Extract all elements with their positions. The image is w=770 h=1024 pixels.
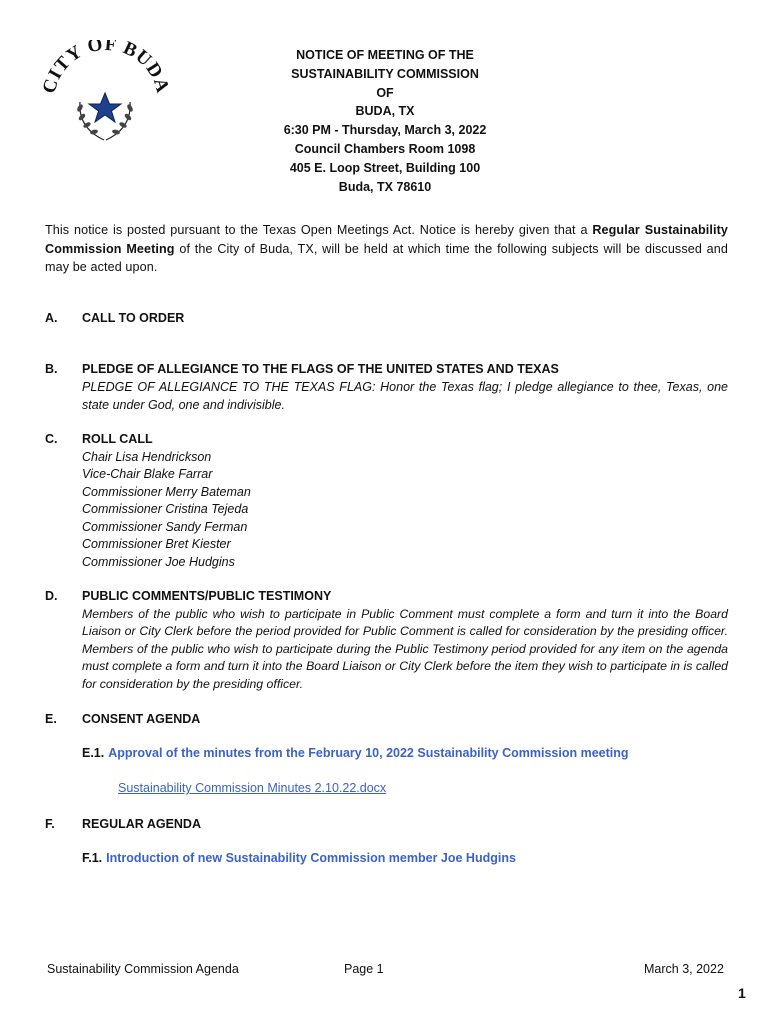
roll-call-member: Chair Lisa Hendrickson <box>82 449 212 464</box>
footer-date: March 3, 2022 <box>644 962 724 976</box>
header-line: Council Chambers Room 1098 <box>294 141 476 156</box>
meeting-header <box>240 46 530 196</box>
header-line: OF <box>376 85 394 100</box>
section-title: REGULAR AGENDA <box>82 817 201 831</box>
header-line: NOTICE OF MEETING OF THE <box>296 48 474 62</box>
star-icon <box>89 93 121 122</box>
pledge-text: PLEDGE OF ALLEGIANCE TO THE TEXAS FLAG: Honor the Texas flag; I pledge allegiance to thee, Texas, one state under God, one and indivisible. <box>82 380 728 412</box>
section-title: PUBLIC COMMENTS/PUBLIC TESTIMONY <box>82 589 332 603</box>
public-comment-text: Members of the public who wish to participate in Public Comment must complete a form and turn it into the Board Liaison or City Clerk before the period provided for Public Comment is called for consideration by the presiding officer. Members of the public who wish to participate during the Public Testimony period provided for any item on the agenda must complete a form and turn it into the Board Liaison or City Clerk before the item they wish to participate in is called for consideration by the presiding officer. <box>82 606 728 691</box>
roll-call-member: Commissioner Merry Bateman <box>82 484 251 499</box>
minutes-attachment-link[interactable]: Sustainability Commission Minutes 2.10.22.docx <box>118 781 387 795</box>
item-number: E.1. <box>82 746 105 760</box>
section-letter: A. <box>45 311 58 325</box>
roll-call-member: Commissioner Bret Kiester <box>82 537 231 552</box>
item-e1-link[interactable]: Approval of the minutes from the February 10, 2022 Sustainability Commission meeting <box>108 746 629 760</box>
section-letter: E. <box>45 712 57 726</box>
header-line: BUDA, TX <box>355 104 415 119</box>
header-line: Buda, TX 78610 <box>338 179 432 194</box>
intro-bold-text: Regular Sustainability Commission Meeting <box>45 223 728 256</box>
roll-call-member: Commissioner Cristina Tejeda <box>82 502 249 517</box>
item-number: F.1. <box>82 851 103 865</box>
intro-paragraph <box>45 221 728 277</box>
section-letter: F. <box>45 817 55 831</box>
roll-call-list <box>82 449 728 572</box>
roll-call-member: Vice-Chair Blake Farrar <box>82 467 213 482</box>
intro-text-2: of the City of Buda, TX, will be held at which time the following subjects will be discussed and may be acted upon. <box>45 241 728 274</box>
roll-call-member: Commissioner Sandy Ferman <box>82 519 248 534</box>
header-line: 6:30 PM - Thursday, March 3, 2022 <box>283 123 487 138</box>
section-letter: C. <box>45 432 58 446</box>
footer-left: Sustainability Commission Agenda <box>47 962 239 976</box>
intro-text-1: This notice is posted pursuant to the Texas Open Meetings Act. Notice is hereby given that a <box>45 223 593 237</box>
section-title: CONSENT AGENDA <box>82 712 201 726</box>
svg-text:CITY OF BUDA: CITY OF BUD <box>40 40 168 96</box>
roll-call-member: Commissioner Joe Hudgins <box>82 555 235 570</box>
item-f1-link[interactable]: Introduction of new Sustainability Commission member Joe Hudgins <box>106 851 516 865</box>
header-line: 405 E. Loop Street, Building 100 <box>289 160 481 175</box>
section-title: PLEDGE OF ALLEGIANCE TO THE FLAGS OF THE UNITED STATES AND TEXAS <box>82 362 559 376</box>
page-number: 1 <box>738 985 746 1001</box>
header-line: SUSTAINABILITY COMMISSION <box>291 66 479 81</box>
footer-page: Page 1 <box>344 962 384 976</box>
section-title: CALL TO ORDER <box>82 311 185 325</box>
agenda-item-f1 <box>82 851 516 865</box>
section-letter: B. <box>45 362 58 376</box>
section-title: ROLL CALL <box>82 432 153 446</box>
section-letter: D. <box>45 589 58 603</box>
agenda-item-e1 <box>82 746 629 760</box>
city-seal-logo <box>40 40 170 160</box>
